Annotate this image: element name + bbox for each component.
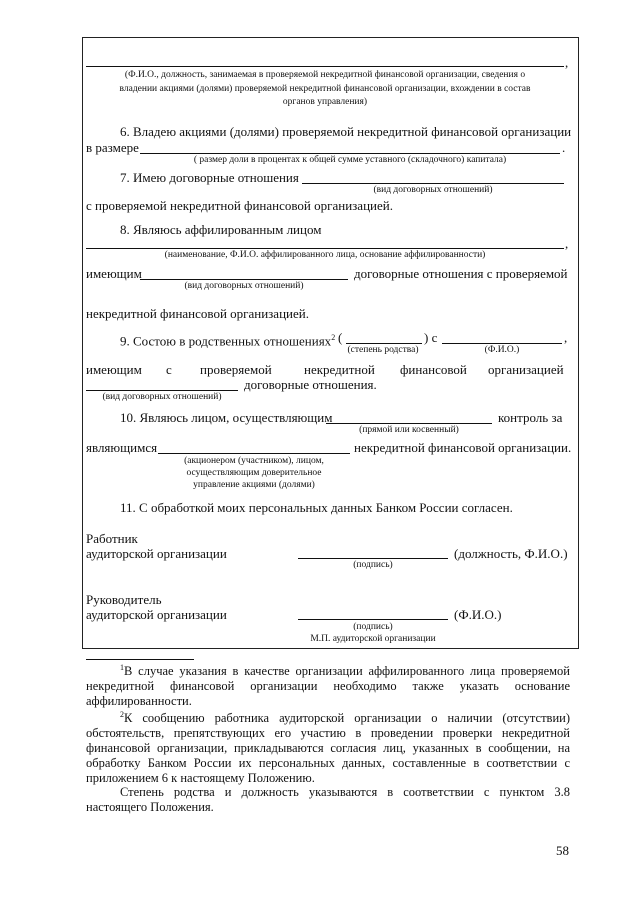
item9-word-4: некредитной xyxy=(304,362,375,377)
employee-label2: аудиторской организации xyxy=(86,546,227,561)
item10-label: 10. Являюсь лицом, осуществляющим xyxy=(120,410,333,425)
item6-prefix: в размере xyxy=(86,140,139,155)
head-label2: аудиторской организации xyxy=(86,607,227,622)
item8-contract-line xyxy=(140,279,348,280)
item6-dot: . xyxy=(562,140,566,155)
item7-line2: с проверяемой некредитной финансовой организацией. xyxy=(86,198,393,213)
item11-text: 11. С обработкой моих персональных данных Банком России согласен. xyxy=(120,500,513,515)
footnote-2 xyxy=(86,707,570,786)
head-label1: Руководитель xyxy=(86,592,162,607)
employee-label1: Работник xyxy=(86,531,138,546)
item10-role-line xyxy=(158,453,350,454)
item10-caption-role2: осуществляющим доверительное xyxy=(186,468,322,478)
item8-having: имеющим xyxy=(86,266,142,281)
item8-caption: (наименование, Ф.И.О. аффилированного лица, основание аффилированности) xyxy=(164,250,486,260)
item9-comma: , xyxy=(564,330,568,345)
item8-line3: некредитной финансовой организацией. xyxy=(86,306,309,321)
item9-contract-line xyxy=(86,390,238,391)
footnote-2-text: К сообщению работника аудиторской организации о наличии (отсутствии) обстоятельств, препятствующих его участию в проведении проверки некредитной финансовой организации, прикладываются согласия лиц, указанных в сообщении, на обработку Банком России их персональных данных, составленные в соответствии с приложением 6 к настоящему Положению. xyxy=(86,711,570,786)
item9-caption-degree: (степень родства) xyxy=(347,345,419,355)
item9-word-2: с xyxy=(166,362,172,377)
item9-close-paren: ) с xyxy=(424,330,438,345)
item9-word-6: организацией xyxy=(488,362,564,377)
employee-sign-line xyxy=(298,558,448,559)
footnote-1-text: В случае указания в качестве организации аффилированного лица проверяемой некредитной финансовой организации необходимо также указать основание аффилированности. xyxy=(86,664,570,709)
footnote-1 xyxy=(86,660,570,709)
fio-note-line1: (Ф.И.О., должность, занимаемая в проверяемой некредитной финансовой организации, сведения о xyxy=(124,70,526,80)
footnote-2-mark: 2 xyxy=(120,710,124,719)
item9-label-text: 9. Состою в родственных отношениях xyxy=(120,333,332,349)
item8-comma: , xyxy=(565,236,569,251)
footnote-1-mark: 1 xyxy=(120,663,124,672)
employee-right: (должность, Ф.И.О.) xyxy=(454,546,568,561)
item9-label xyxy=(120,330,335,348)
head-sign-line xyxy=(298,619,448,620)
fio-note-line2: владении акциями (долями) проверяемой некредитной финансовой организации, вхождении в состав xyxy=(119,84,531,94)
head-sign-caption: (подпись) xyxy=(353,622,393,632)
fio-line xyxy=(86,66,564,67)
head-right: (Ф.И.О.) xyxy=(454,607,502,622)
item8-caption2: (вид договорных отношений) xyxy=(184,281,304,291)
fio-line-comma: , xyxy=(565,55,569,70)
page-number: 58 xyxy=(556,843,569,858)
item6-caption: ( размер доли в процентах к общей сумме уставного (складочного) капитала) xyxy=(193,155,507,165)
item9-footnote-ref: 2 xyxy=(331,333,336,342)
item10-type-line xyxy=(326,423,492,424)
item9-caption-fio: (Ф.И.О.) xyxy=(484,345,520,355)
item9-word-3: проверяемой xyxy=(200,362,272,377)
employee-sign-caption: (подпись) xyxy=(353,560,393,570)
item9-fio-line xyxy=(442,343,562,344)
item8-contract-text: договорные отношения с проверяемой xyxy=(354,266,568,281)
item7-label: 7. Имею договорные отношения xyxy=(120,170,299,185)
item10-org-text: некредитной финансовой организации. xyxy=(354,440,572,455)
item6-share-line xyxy=(140,153,560,154)
item9-open-paren: ( xyxy=(338,330,343,345)
item9-word-5: финансовой xyxy=(400,362,467,377)
item10-being: являющимся xyxy=(86,440,158,455)
footnote-3: Степень родства и должность указываются в соответствии с пунктом 3.8 настоящего Положения. xyxy=(86,785,570,814)
item9-caption2: (вид договорных отношений) xyxy=(102,392,222,402)
item10-caption-role3: управление акциями (долями) xyxy=(193,480,315,490)
item9-contract-text: договорные отношения. xyxy=(244,377,377,392)
fio-note-line3: органов управления) xyxy=(282,97,368,107)
item10-caption-type: (прямой или косвенный) xyxy=(359,425,459,435)
item7-caption: (вид договорных отношений) xyxy=(373,185,493,195)
stamp-caption: М.П. аудиторской организации xyxy=(310,634,436,644)
item8-affiliate-line xyxy=(86,248,564,249)
item6-line1: 6. Владею акциями (долями) проверяемой некредитной финансовой организации xyxy=(120,124,572,139)
item8-label: 8. Являюсь аффилированным лицом xyxy=(120,222,322,237)
item9-word-1: имеющим xyxy=(86,362,142,377)
item7-contract-line xyxy=(302,183,564,184)
item10-caption-role1: (акционером (участником), лицом, xyxy=(184,456,324,466)
item9-degree-line xyxy=(346,343,422,344)
item10-control: контроль за xyxy=(498,410,563,425)
